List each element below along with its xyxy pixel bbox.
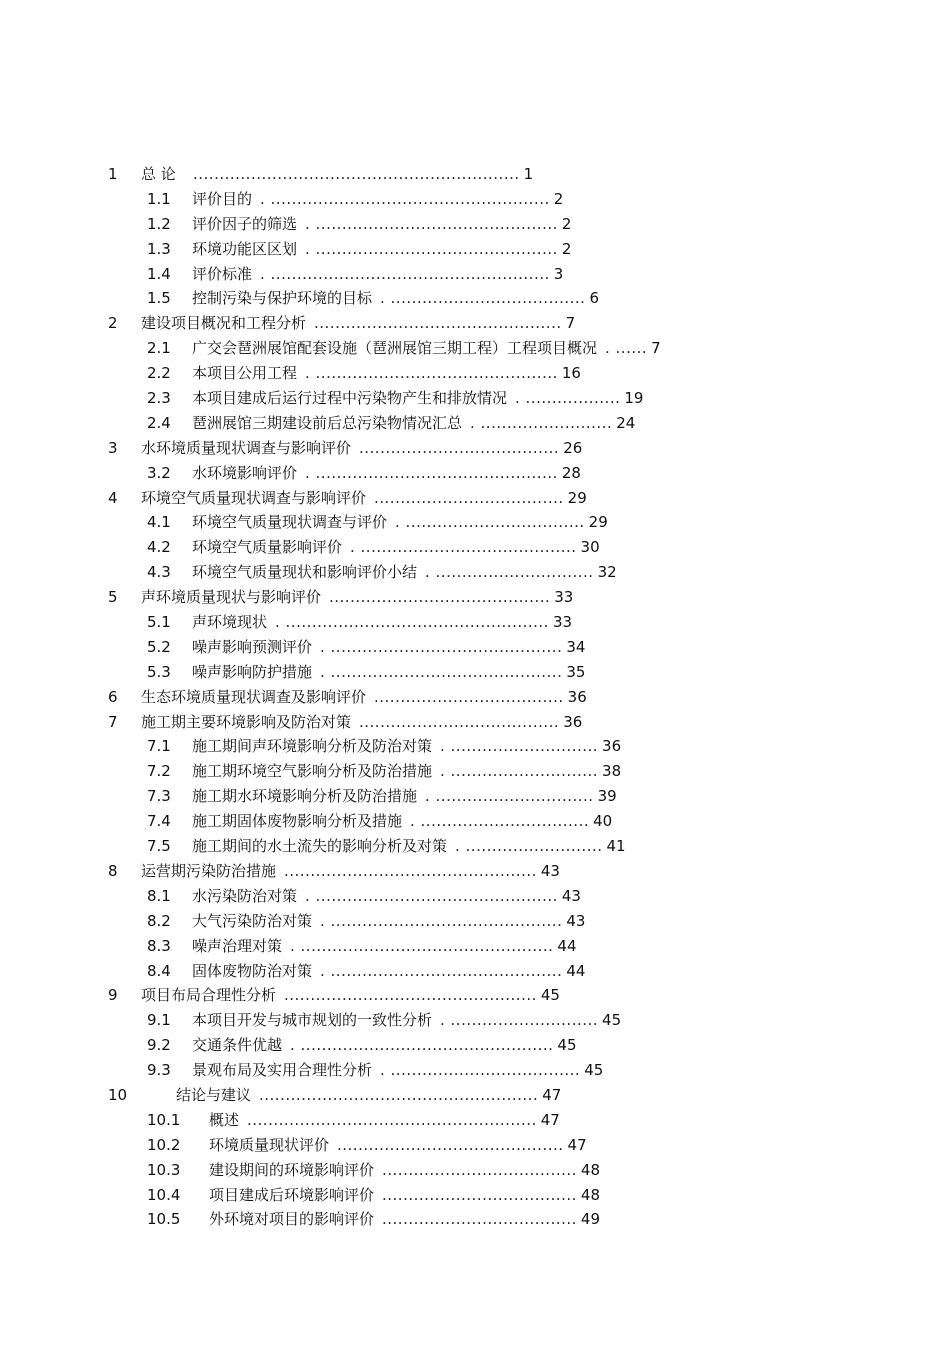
toc-entry-leader-page — [320, 959, 585, 984]
toc-page-number: 44 — [557, 936, 577, 955]
toc-leader-dots: . ...... — [605, 339, 648, 358]
toc-entry-title: 本项目公用工程 — [192, 364, 298, 383]
toc-page-number: 48 — [580, 1160, 601, 1179]
toc-page-number: 45 — [540, 986, 560, 1005]
toc-leader-dots: ...................................... — [359, 438, 560, 457]
toc-leader-dots: . ......................... — [470, 413, 613, 432]
toc-page-number: 47 — [542, 1085, 562, 1104]
toc-entry-leader-page — [305, 884, 581, 909]
toc-entry-title: 噪声影响防护措施 — [192, 662, 313, 681]
toc-entry[interactable] — [0, 585, 950, 610]
toc-leader-dots: . ................................................ — [290, 936, 554, 955]
toc-leader-dots: . ......................................... — [350, 538, 577, 557]
toc-entry-number: 8 — [108, 861, 118, 880]
toc-leader-dots: . .............................. — [425, 787, 594, 806]
toc-entry[interactable] — [0, 286, 950, 311]
toc-leader-dots: ..................................... — [382, 1210, 577, 1229]
toc-leader-dots: .............................................................. — [193, 165, 520, 183]
toc-leader-dots: . ............................ — [440, 1011, 599, 1030]
toc-entry-leader-page — [374, 486, 587, 511]
toc-entry-leader-page — [605, 336, 661, 361]
toc-entry-leader-page — [410, 809, 612, 834]
toc-leader-dots: . ..................................... — [380, 289, 586, 308]
toc-leader-dots: ..................................................... — [259, 1085, 539, 1104]
toc-page-number: 38 — [602, 762, 622, 781]
toc-page-number: 47 — [567, 1135, 587, 1154]
toc-entry[interactable] — [0, 461, 950, 486]
toc-page-number: 35 — [566, 662, 586, 681]
toc-entry[interactable] — [0, 311, 950, 336]
toc-entry-number: 1 — [108, 165, 118, 183]
toc-entry-title: 运营期污染防治措施 — [141, 861, 277, 880]
toc-entry[interactable] — [0, 336, 950, 361]
toc-page-number: 28 — [561, 463, 581, 482]
toc-entry-number: 1.5 — [147, 289, 171, 308]
toc-entry[interactable] — [0, 660, 950, 685]
toc-leader-dots: ...................................... — [359, 712, 560, 731]
toc-entry[interactable] — [0, 510, 950, 535]
toc-page-number: 43 — [540, 861, 560, 880]
toc-entry-title: 广交会琶洲展馆配套设施（琶洲展馆三期工程）工程项目概况 — [192, 339, 598, 358]
toc-page-number: 1 — [523, 165, 534, 183]
toc-leader-dots: . .................................... — [380, 1061, 581, 1080]
toc-entry-leader-page — [290, 1033, 577, 1058]
toc-entry-number: 10.5 — [147, 1210, 181, 1229]
toc-entry-number: 4.3 — [147, 563, 171, 582]
toc-entry[interactable] — [0, 560, 950, 585]
toc-leader-dots: . ................................................ — [290, 1036, 554, 1055]
toc-entry-number: 5.2 — [147, 637, 171, 656]
toc-entry[interactable] — [0, 237, 950, 262]
toc-entry-leader-page — [193, 162, 533, 187]
toc-entry-title: 施工期间声环境影响分析及防治对策 — [192, 737, 433, 756]
toc-entry-number: 1.3 — [147, 239, 171, 258]
toc-leader-dots: . ............................ — [440, 762, 599, 781]
toc-page-number: 40 — [593, 812, 613, 831]
toc-entry-title: 琶洲展馆三期建设前后总污染物情况汇总 — [192, 413, 463, 432]
toc-page-number: 24 — [616, 413, 636, 432]
toc-entry-leader-page — [305, 461, 581, 486]
toc-entry-number: 9.1 — [147, 1011, 171, 1030]
toc-entry-title: 施工期环境空气影响分析及防治措施 — [192, 762, 433, 781]
toc-entry-leader-page — [425, 560, 617, 585]
toc-entry[interactable] — [0, 486, 950, 511]
toc-page-number: 36 — [563, 712, 583, 731]
toc-page-number: 36 — [567, 687, 587, 706]
table-of-contents — [0, 162, 950, 1232]
toc-page-number: 36 — [602, 737, 622, 756]
toc-entry-number: 8.3 — [147, 936, 171, 955]
toc-entry-number: 3 — [108, 438, 118, 457]
toc-entry-title: 项目布局合理性分析 — [141, 986, 277, 1005]
toc-entry-leader-page — [380, 286, 599, 311]
toc-entry[interactable] — [0, 1158, 950, 1183]
toc-entry-title: 声环境现状 — [192, 613, 268, 632]
toc-page-number: 29 — [588, 513, 608, 532]
toc-entry-number: 7.2 — [147, 762, 171, 781]
toc-entry-leader-page — [382, 1183, 600, 1208]
toc-page-number: 45 — [602, 1011, 622, 1030]
toc-leader-dots: ............................................... — [314, 314, 562, 333]
toc-page-number: 30 — [580, 538, 600, 557]
toc-entry-leader-page — [290, 934, 577, 959]
toc-entry-title: 评价目的 — [192, 189, 253, 208]
toc-leader-dots: . ............................ — [440, 737, 599, 756]
toc-entry[interactable] — [0, 1058, 950, 1083]
toc-entry-title: 水污染防治对策 — [192, 886, 298, 905]
toc-leader-dots: .................................... — [374, 687, 564, 706]
toc-leader-dots: ..................................... — [382, 1185, 577, 1204]
toc-entry[interactable] — [0, 685, 950, 710]
toc-entry-leader-page — [314, 311, 575, 336]
toc-entry-leader-page — [305, 237, 571, 262]
toc-leader-dots: . ..................................................... — [260, 264, 550, 283]
toc-entry-number: 8.4 — [147, 961, 171, 980]
toc-entry[interactable] — [0, 859, 950, 884]
toc-entry-title: 环境质量现状评价 — [209, 1135, 330, 1154]
toc-entry[interactable] — [0, 361, 950, 386]
toc-entry-title: 结论与建议 — [176, 1085, 252, 1104]
toc-entry-title: 交通条件优越 — [192, 1036, 283, 1055]
toc-leader-dots: . ............................................ — [320, 637, 563, 656]
toc-entry[interactable] — [0, 1008, 950, 1033]
toc-leader-dots: . ................................ — [410, 812, 590, 831]
toc-entry-leader-page — [337, 1133, 587, 1158]
toc-leader-dots: . .............................................. — [305, 886, 558, 905]
toc-page-number: 49 — [580, 1210, 601, 1229]
toc-entry[interactable] — [0, 1133, 950, 1158]
toc-entry-title: 施工期固体废物影响分析及措施 — [192, 812, 403, 831]
toc-entry[interactable] — [0, 262, 950, 287]
toc-entry-title: 施工期主要环境影响及防治对策 — [141, 712, 352, 731]
toc-entry-title: 控制污染与保护环境的目标 — [192, 289, 373, 308]
toc-entry-title: 环境空气质量现状和影响评价小结 — [192, 563, 418, 582]
toc-leader-dots: . ............................................ — [320, 961, 563, 980]
toc-entry-title: 总 论 — [141, 165, 176, 183]
toc-entry-leader-page — [320, 909, 585, 934]
toc-entry[interactable] — [0, 734, 950, 759]
toc-entry-number: 7 — [108, 712, 118, 731]
toc-page-number: 29 — [567, 488, 587, 507]
toc-entry-leader-page — [305, 212, 571, 237]
toc-page-number: 43 — [566, 911, 586, 930]
toc-entry[interactable] — [0, 1108, 950, 1133]
toc-page-number: 41 — [606, 837, 626, 856]
toc-entry-title: 本项目建成后运行过程中污染物产生和排放情况 — [192, 389, 508, 408]
toc-entry-leader-page — [395, 510, 608, 535]
toc-entry-number: 10.3 — [147, 1160, 181, 1179]
toc-leader-dots: . ............................................ — [320, 911, 563, 930]
toc-entry[interactable] — [0, 959, 950, 984]
toc-entry[interactable] — [0, 1033, 950, 1058]
toc-entry-number: 9.3 — [147, 1061, 171, 1080]
toc-entry-number: 5.3 — [147, 662, 171, 681]
toc-leader-dots: . .......................... — [455, 837, 603, 856]
toc-entry[interactable] — [0, 809, 950, 834]
toc-entry[interactable] — [0, 834, 950, 859]
toc-entry-number: 1.4 — [147, 264, 171, 283]
toc-page-number: 33 — [552, 613, 573, 632]
toc-entry[interactable] — [0, 187, 950, 212]
toc-entry-leader-page — [320, 660, 585, 685]
toc-entry-leader-page — [320, 635, 585, 660]
toc-entry-number: 5.1 — [147, 613, 171, 632]
toc-entry-number: 9.2 — [147, 1036, 171, 1055]
toc-entry-leader-page — [425, 784, 617, 809]
toc-entry[interactable] — [0, 162, 950, 187]
toc-leader-dots: ..................................... — [382, 1160, 577, 1179]
toc-entry-title: 建设项目概况和工程分析 — [141, 314, 307, 333]
toc-entry-number: 2.2 — [147, 364, 171, 383]
toc-entry[interactable] — [0, 934, 950, 959]
toc-entry-number: 10 — [108, 1085, 128, 1104]
toc-entry-number: 10.1 — [147, 1110, 181, 1129]
toc-page-number: 33 — [554, 588, 574, 607]
toc-entry[interactable] — [0, 884, 950, 909]
toc-leader-dots: . ..................................................... — [260, 189, 550, 208]
toc-entry-number: 9 — [108, 986, 118, 1005]
toc-leader-dots: ................................................ — [284, 986, 537, 1005]
toc-leader-dots: . .............................................. — [305, 463, 558, 482]
toc-page-number: 19 — [624, 389, 644, 408]
toc-entry-leader-page — [470, 411, 635, 436]
toc-entry[interactable] — [0, 436, 950, 461]
toc-leader-dots: . .................................................. — [275, 613, 549, 632]
toc-page-number: 45 — [557, 1036, 577, 1055]
toc-leader-dots: ........................................... — [337, 1135, 564, 1154]
toc-entry-title: 评价标准 — [192, 264, 253, 283]
toc-entry-title: 大气污染防治对策 — [192, 911, 313, 930]
toc-entry-leader-page — [382, 1207, 600, 1232]
toc-entry-title: 环境空气质量现状调查与影响评价 — [141, 488, 367, 507]
toc-entry-leader-page — [305, 361, 581, 386]
toc-entry-number: 2.3 — [147, 389, 171, 408]
toc-leader-dots: . .............................. — [425, 563, 594, 582]
toc-page-number: 34 — [566, 637, 586, 656]
toc-page-number: 43 — [561, 886, 581, 905]
toc-entry[interactable] — [0, 610, 950, 635]
toc-entry-leader-page — [284, 983, 560, 1008]
toc-entry[interactable] — [0, 983, 950, 1008]
toc-entry-number: 4.2 — [147, 538, 171, 557]
toc-entry-number: 3.2 — [147, 463, 171, 482]
toc-leader-dots: . ............................................ — [320, 662, 563, 681]
toc-entry-number: 10.2 — [147, 1135, 181, 1154]
toc-page-number: 3 — [553, 264, 564, 283]
toc-entry-number: 7.1 — [147, 737, 171, 756]
toc-entry-leader-page — [380, 1058, 603, 1083]
toc-entry-title: 固体废物防治对策 — [192, 961, 313, 980]
toc-entry-leader-page — [359, 436, 582, 461]
toc-entry-title: 评价因子的筛选 — [192, 214, 298, 233]
toc-entry-leader-page — [284, 859, 560, 884]
toc-entry-number: 4.1 — [147, 513, 171, 532]
toc-entry-number: 10.4 — [147, 1185, 181, 1204]
toc-entry-number: 6 — [108, 687, 118, 706]
toc-page-number: 45 — [584, 1061, 604, 1080]
toc-entry-leader-page — [350, 535, 600, 560]
toc-entry-leader-page — [440, 1008, 621, 1033]
toc-page-number: 2 — [561, 214, 572, 233]
toc-entry[interactable] — [0, 535, 950, 560]
toc-entry-title: 施工期间的水土流失的影响分析及对策 — [192, 837, 448, 856]
toc-entry-title: 环境空气质量现状调查与评价 — [192, 513, 388, 532]
toc-entry-number: 2.4 — [147, 413, 171, 432]
toc-entry-number: 7.4 — [147, 812, 171, 831]
toc-page-number: 47 — [540, 1110, 560, 1129]
toc-entry[interactable] — [0, 1207, 950, 1232]
toc-entry[interactable] — [0, 386, 950, 411]
toc-entry-leader-page — [440, 734, 621, 759]
toc-entry-leader-page — [329, 585, 573, 610]
toc-entry-title: 环境功能区区划 — [192, 239, 298, 258]
toc-entry[interactable] — [0, 759, 950, 784]
toc-page-number: 7 — [565, 314, 576, 333]
toc-entry-title: 水环境影响评价 — [192, 463, 298, 482]
toc-entry-number: 1.1 — [147, 189, 171, 208]
toc-entry-title: 项目建成后环境影响评价 — [209, 1185, 375, 1204]
toc-leader-dots: .......................................... — [329, 588, 551, 607]
toc-page-number: 44 — [566, 961, 586, 980]
toc-entry-leader-page — [260, 187, 563, 212]
toc-entry-leader-page — [275, 610, 572, 635]
toc-entry-title: 本项目开发与城市规划的一致性分析 — [192, 1011, 433, 1030]
toc-entry-leader-page — [260, 262, 563, 287]
toc-page-number: 16 — [561, 364, 581, 383]
toc-entry[interactable] — [0, 909, 950, 934]
toc-entry-title: 施工期水环境影响分析及防治措施 — [192, 787, 418, 806]
toc-entry[interactable] — [0, 635, 950, 660]
toc-entry-leader-page — [440, 759, 621, 784]
toc-page-number: 32 — [597, 563, 617, 582]
toc-entry-leader-page — [247, 1108, 560, 1133]
toc-entry-leader-page — [259, 1083, 561, 1108]
toc-entry-number: 8.2 — [147, 911, 171, 930]
toc-entry-number: 1.2 — [147, 214, 171, 233]
toc-page-number: 6 — [589, 289, 600, 308]
toc-entry-number: 7.5 — [147, 837, 171, 856]
toc-page-number: 39 — [597, 787, 617, 806]
toc-entry[interactable] — [0, 411, 950, 436]
toc-entry-leader-page — [374, 685, 587, 710]
toc-entry-title: 声环境质量现状与影响评价 — [141, 588, 322, 607]
toc-leader-dots: . .................. — [515, 389, 621, 408]
toc-entry-leader-page — [455, 834, 626, 859]
toc-entry-number: 2 — [108, 314, 118, 333]
toc-entry-leader-page — [359, 710, 582, 735]
toc-leader-dots: .................................... — [374, 488, 564, 507]
toc-entry-leader-page — [382, 1158, 600, 1183]
toc-entry-title: 概述 — [209, 1110, 240, 1129]
toc-page-number: 7 — [651, 339, 661, 358]
toc-entry-title: 环境空气质量影响评价 — [192, 538, 343, 557]
toc-entry-title: 噪声影响预测评价 — [192, 637, 313, 656]
toc-entry[interactable] — [0, 1083, 950, 1108]
toc-entry-number: 4 — [108, 488, 118, 507]
toc-leader-dots: . .............................................. — [305, 364, 558, 383]
toc-entry-title: 生态环境质量现状调查及影响评价 — [141, 687, 367, 706]
toc-entry[interactable] — [0, 1183, 950, 1208]
toc-leader-dots: . .............................................. — [305, 239, 558, 258]
toc-page-number: 26 — [563, 438, 583, 457]
toc-page-number: 2 — [553, 189, 564, 208]
toc-entry-number: 5 — [108, 588, 118, 607]
toc-page-number: 2 — [561, 239, 572, 258]
toc-entry-leader-page — [515, 386, 643, 411]
toc-leader-dots: ................................................ — [284, 861, 537, 880]
toc-entry-number: 2.1 — [147, 339, 171, 358]
toc-entry-number: 7.3 — [147, 787, 171, 806]
toc-entry-title: 外环境对项目的影响评价 — [209, 1210, 375, 1229]
toc-leader-dots: . .............................................. — [305, 214, 558, 233]
toc-entry[interactable] — [0, 710, 950, 735]
toc-entry-title: 景观布局及实用合理性分析 — [192, 1061, 373, 1080]
toc-entry-title: 水环境质量现状调查与影响评价 — [141, 438, 352, 457]
toc-entry-number: 8.1 — [147, 886, 171, 905]
toc-page-number: 48 — [580, 1185, 601, 1204]
toc-leader-dots: . .................................. — [395, 513, 585, 532]
toc-entry[interactable] — [0, 784, 950, 809]
toc-leader-dots: ....................................................... — [247, 1110, 537, 1129]
toc-entry-title: 建设期间的环境影响评价 — [209, 1160, 375, 1179]
toc-entry[interactable] — [0, 212, 950, 237]
toc-entry-title: 噪声治理对策 — [192, 936, 283, 955]
